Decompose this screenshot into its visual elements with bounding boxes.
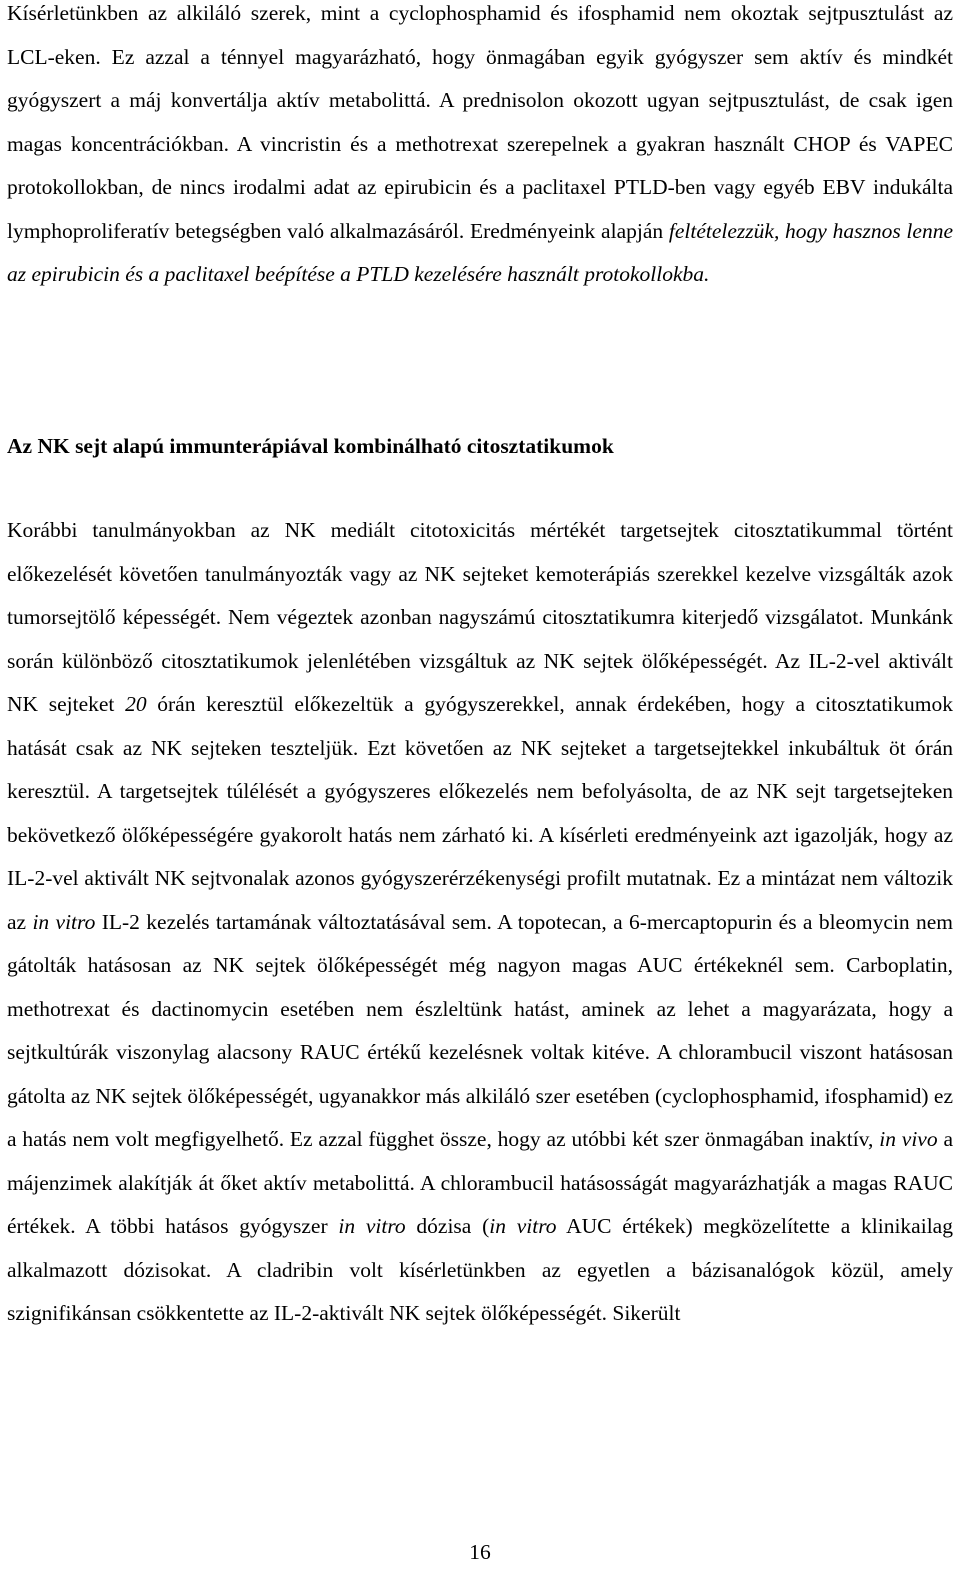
paragraph-intro-text: Kísérletünkben az alkiláló szerek, mint a cyclophosphamid és ifosphamid nem okoztak sejtpusztulást az LCL-eken. Ez azzal a ténnyel magyarázható, hogy önmagában egyik gyógyszer sem aktív és mindkét gyógyszert a máj konvertálja aktív metabolittá. A prednisolon okozott ugyan sejtpusztulást, de csak igen magas koncentrációkban. A vincristin és a methotrexat szerepelnek a gyakran használt CHOP és VAPEC protokollokban, de nincs irodalmi adat az epirubicin és a paclitaxel PTLD-ben vagy egyéb EBV indukálta lymphoproliferatív betegségben való alkalmazásáról. Eredményeink alapján bbox=[7, 1, 953, 243]
section-heading: Az NK sejt alapú immunterápiával kombinálható citosztatikumok bbox=[7, 434, 614, 458]
text-segment: a májenzimek alakítják át őket aktív metabolittá. A chlorambucil hatásosságát magyarázhatják a magas RAUC értékek. A többi hatásos gyógyszer bbox=[7, 1127, 953, 1238]
text-segment: dózisa ( bbox=[405, 1214, 490, 1238]
italic-segment: in vitro bbox=[32, 909, 96, 934]
text-segment: Korábbi tanulmányokban az NK mediált citotoxicitás mértékét targetsejtek citosztatikummal történt előkezelését követően tanulmányozták vagy az NK sejteket kemoterápiás szerekkel kezelve vizsgálták azok tumorsejtölő képességét. Nem végeztek azonban nagyszámú citosztatikumra kiterjedő vizsgálatot. Munkánk során különböző citosztatikumok jelenlétében vizsgáltuk az NK sejtek ölőképességét. Az IL-2-vel aktivált NK sejteket bbox=[7, 518, 953, 716]
italic-segment: in vitro bbox=[338, 1214, 406, 1238]
italic-segment: in vivo bbox=[879, 1127, 938, 1151]
text-segment: IL-2 kezelés tartamának változtatásával sem. A topotecan, a 6-mercaptopurin és a bleomycin nem gátolták hatásosan az NK sejtek ölőképességét még nagyon magas AUC értékeknél sem. Carboplatin, methotrexat és dactinomycin esetében nem észleltünk hatást, aminek az lehet a magyarázata, hogy a sejtkultúrák viszonylag alacsony RAUC értékű kezelésnek voltak kitéve. A chlorambucil viszont hatásosan gátolta az NK sejtek ölőképességét, ugyanakkor más alkiláló szer esetében (cyclophosphamid, ifosphamid) ez a hatás nem volt megfigyelhető. Ez azzal függhet össze, hogy az utóbbi két szer önmagában inaktív, bbox=[7, 909, 953, 1151]
document-page bbox=[7, 0, 954, 1325]
paragraph-intro bbox=[7, 0, 953, 297]
italic-segment: 20 bbox=[125, 692, 147, 716]
text-segment: órán keresztül előkezeltük a gyógyszerekkel, annak érdekében, hogy a citosztatikumok hatását csak az NK sejteken teszteljük. Ezt követően az NK sejteket a targetsejtekkel inkubáltuk öt órán keresztül. A targetsejtek túlélését a gyógyszeres előkezelés nem befolyásolta, de az NK sejt targetsejteken bekövetkező ölőképességére gyakorolt hatás nem zárható ki. A kísérleti eredményeink azt igazolják, hogy az IL-2-vel aktivált NK sejtvonalak azonos gyógyszerérzékenységi profilt mutatnak. Ez a mintázat nem változik az bbox=[7, 692, 954, 934]
italic-segment: in vitro bbox=[489, 1214, 557, 1238]
text-segment: AUC értékek) megközelítette a klinikailag alkalmazott dózisokat. A cladribin volt kísérletünkben az egyetlen a bázisanalógok közül, amely szignifikánsan csökkentette az IL-2-aktivált NK sejtek ölőképességét. Sikerült bbox=[7, 1214, 953, 1325]
page-number: 16 bbox=[469, 1540, 491, 1564]
paragraph-intro-italic-conclusion: feltételezzük, hogy hasznos lenne az epirubicin és a paclitaxel beépítése a PTLD kezelésére használt protokollokba. bbox=[7, 218, 953, 286]
paragraph-nk-cells bbox=[7, 509, 953, 1336]
